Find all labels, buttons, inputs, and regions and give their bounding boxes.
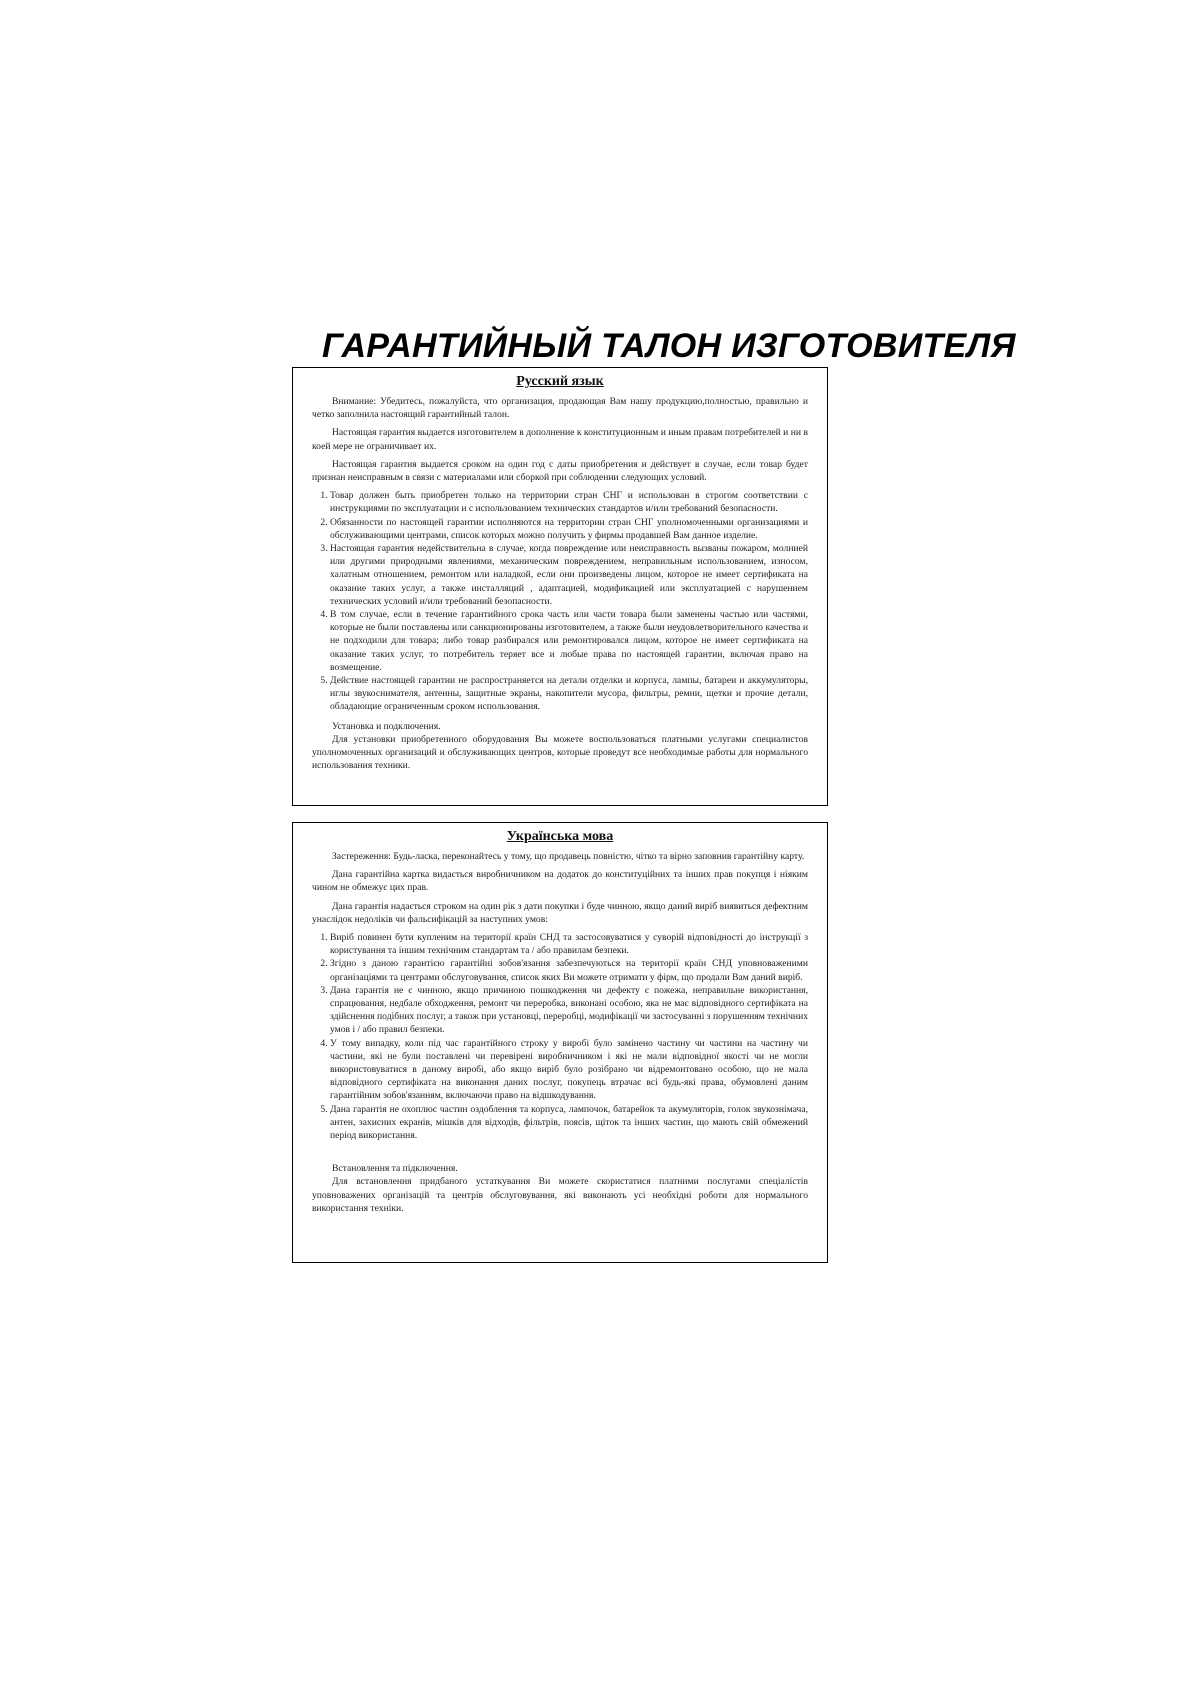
list-item: 1. Товар должен быть приобретен только на территории стран СНГ и использован в строгом соответствии с инструкциями по эксплуатации и с использованием технических стандартов и/или требований безопасности.	[330, 489, 808, 515]
conditions-list	[312, 489, 808, 713]
paragraph: Внимание: Убедитесь, пожалуйста, что организация, продающая Вам нашу продукцию,полностью, правильно и четко заполнила настоящий гарантийный талон.	[312, 396, 808, 421]
russian-section	[292, 367, 828, 806]
list-item: 2. Обязанности по настоящей гарантии исполняются на территории стран СНГ уполномоченными организациями и обслуживающими центрами, список которых можно получить у фирмы продавшей Вам данное изделие.	[330, 516, 808, 542]
ukrainian-section	[292, 822, 828, 1263]
paragraph: Дана гарантійна картка видається виробничником на додаток до конституційних та інших прав покупця і ніяким чином не обмежує цих прав.	[312, 869, 808, 894]
installation-heading: Установка и подключения.	[332, 720, 441, 732]
list-item: 5. Дана гарантія не охоплює частин оздоблення та корпуса, лампочок, батарейок та акумуляторів, голок звукознімача, антен, захисних екранів, мішків для відходів, фільтрів, поясів, щіток та інших частин, що мають свій обмежений період використання.	[330, 1103, 808, 1143]
paragraph: Настоящая гарантия выдается изготовителем в дополнение к конституционным и иным правам потребителей и ни в коей мере не ограничивает их.	[312, 427, 808, 452]
paragraph: Дана гарантія надається строком на один рік з дати покупки і буде чинною, якщо даний виріб виявиться дефектним унаслідок недоліків чи фальсифікацій за наступних умов:	[312, 900, 808, 925]
paragraph: Застереження: Будь-ласка, переконайтесь у тому, що продавець повністю, чітко та вірно заповнив гарантійну карту.	[332, 851, 805, 862]
installation-text: Для установки приобретенного оборудования Вы можете воспользоваться платными услугами специалистов уполномоченных организаций и обслуживающих центров, которые проведут все необходимые работы для нормального использования техники.	[312, 733, 808, 772]
section-heading: Русский язык	[516, 374, 604, 389]
installation-heading: Встановлення та підключення.	[332, 1163, 458, 1175]
list-item: 4. В том случае, если в течение гарантийного срока часть или части товара были заменены частью или частями, которые не были поставлены или санкционированы изготовителем, а также были неудовлетворительного качества и не подходили для товара; либо товар разбирался или ремонтировался лицом, которое не имеет сертификата на оказание таких услуг, то потребитель теряет все и любые права по настоящей гарантии, включая право на возмещение.	[330, 608, 808, 674]
conditions-list	[312, 931, 808, 1142]
list-item: 1. Виріб повинен бути купленим на території країн СНД та застосовуватися у суворій відповідності до інструкції з користування та іншим технічним стандартам та / або правилам безпеки.	[330, 931, 808, 957]
installation-text: Для встановлення придбаного устаткування Ви можете скористатися платними послугами спеціалістів уповноважених організацій та центрів обслуговування, які виконають усі необхідні роботи для нормального використання техніки.	[312, 1176, 808, 1214]
list-item: 5. Действие настоящей гарантии не распространяется на детали отделки и корпуса, лампы, батареи и аккумуляторы, иглы звукоснимателя, антенны, защитные экраны, накопители мусора, фильтры, ремни, щетки и прочие детали, обладающие ограниченным сроком использования.	[330, 674, 808, 714]
section-heading: Українська мова	[506, 829, 614, 844]
list-item: 4. У тому випадку, коли під час гарантійного строку у виробі було замінено частину чи частини на частину чи частини, які не були поставлені чи перевірені виробничником і які не мали відповідної якості чи не могли використовуватися в даному виробі, або якщо виріб було розібрано чи відремонтовано особою, що не мала відповідного сертифіката на виконання даних послуг, покупець втрачає всі будь-які права, обумовлені даним гарантійним зобов'язанням, включаючи право на відшкодування.	[330, 1037, 808, 1103]
list-item: 2. Згідно з даною гарантією гарантійні зобов'язання забезпечуються на території країн СНД уповноваженими організаціями та центрами обслуговування, список яких Ви можете отримати у фірм, що продали Вам даний виріб.	[330, 957, 808, 983]
list-item: 3. Настоящая гарантия недействительна в случае, когда повреждение или неисправность вызваны пожаром, молнией или другими природными явлениями, механическим повреждением, неправильным использованием, износом, халатным отношением, ремонтом или наладкой, если они произведены лицом, которое не имеет сертификата на оказание таких услуг, а также инсталляций , адаптацией, модификацией или эксплуатацией с нарушением технических условий и/или требований безопасности.	[330, 542, 808, 608]
page-title: ГАРАНТИЙНЫЙ ТАЛОН ИЗГОТОВИТЕЛЯ	[322, 327, 1016, 365]
paragraph: Настоящая гарантия выдается сроком на один год с даты приобретения и действует в случае, если товар будет признан неисправным в связи с материалами или сборкой при соблюдении следующих условий.	[312, 458, 808, 484]
list-item: 3. Дана гарантія не є чинною, якщо причиною пошкодження чи дефекту є пожежа, неправильне використання, спрацювання, недбале обходження, ремонт чи переробка, виконані особою, яка не має відповідного сертифіката на здійснення подібних послуг, а також при установці, переробці, модифікації чи застосуванні з порушенням технічних умов і / або правил безпеки.	[330, 984, 808, 1037]
